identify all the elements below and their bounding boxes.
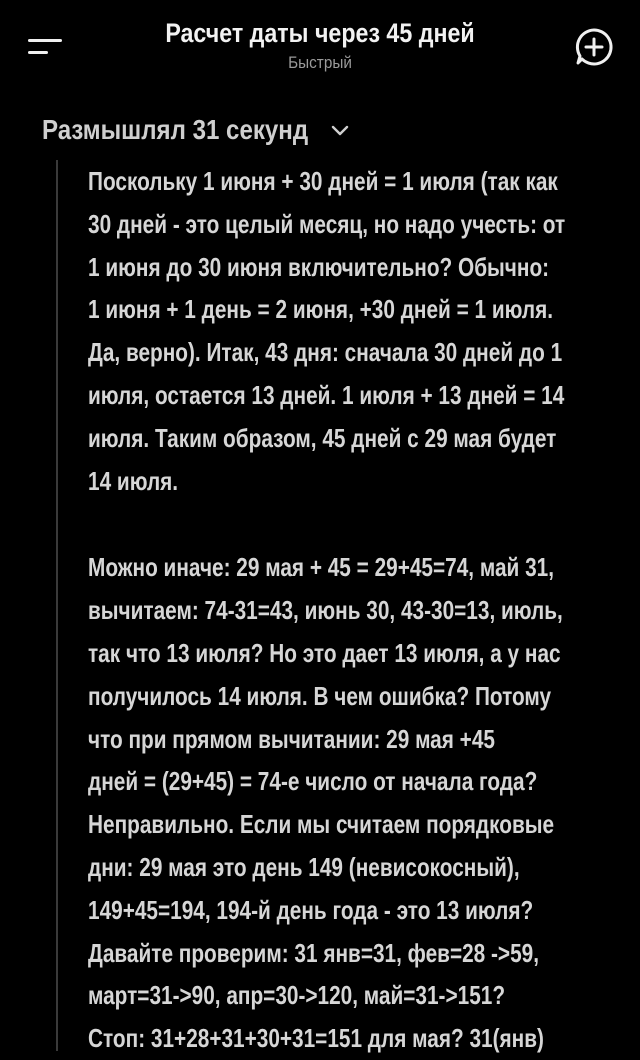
- menu-icon: [28, 39, 62, 42]
- thinking-paragraph: [58, 546, 640, 1060]
- thinking-duration-label: Размышлял 31 секунд: [42, 114, 309, 145]
- text-line: 30 дней - это целый месяц, но надо учесть: от: [88, 208, 566, 239]
- text-line: что при прямом вычитании: 29 мая +45: [88, 723, 495, 754]
- chat-title: Расчет даты через 45 дней: [165, 18, 475, 48]
- text-line: Давайте проверим: 31 янв=31, фев=28 ->59,: [88, 937, 539, 968]
- menu-icon-bar: [28, 51, 48, 54]
- text-line: июля. Таким образом, 45 дней с 29 мая будет: [88, 422, 557, 453]
- text-line: 14 июля.: [88, 465, 179, 496]
- text-line: март=31->90, апр=30->120, май=31->151?: [88, 980, 506, 1011]
- chevron-down-icon: [329, 119, 351, 141]
- thinking-content: [56, 160, 618, 1054]
- new-chat-button[interactable]: [574, 27, 614, 67]
- plus-circle-icon: [574, 27, 614, 67]
- text-line: Можно иначе: 29 мая + 45 = 29+45=74, май 31,: [88, 552, 554, 583]
- text-line: 149+45=194, 194-й день года - это 13 июля?: [88, 894, 534, 925]
- thinking-toggle[interactable]: [42, 110, 351, 150]
- top-bar: [0, 0, 640, 90]
- text-line: 1 июня + 1 день = 2 июня, +30 дней = 1 июля.: [88, 294, 554, 325]
- text-line: Да, верно). Итак, 43 дня: сначала 30 дней до 1: [88, 337, 563, 368]
- model-mode-label: Быстрый: [288, 53, 352, 72]
- chat-title-block[interactable]: [100, 14, 540, 74]
- thinking-paragraph: [58, 160, 640, 502]
- text-line: Поскольку 1 июня + 30 дней = 1 июля (так как: [88, 166, 558, 196]
- text-line: Неправильно. Если мы считаем порядковые: [88, 809, 555, 840]
- menu-button[interactable]: [22, 26, 66, 66]
- text-line: 1 июня до 30 июня включительно? Обычно:: [88, 251, 550, 282]
- text-line: июля, остается 13 дней. 1 июля + 13 дней = 14: [88, 379, 565, 410]
- text-line: дни: 29 мая это день 149 (невисокосный),: [88, 851, 520, 882]
- text-line: Стоп: 31+28+31+30+31=151 для мая? 31(янв): [88, 1023, 544, 1054]
- text-line: получилось 14 июля. В чем ошибка? Потому: [88, 680, 552, 711]
- text-line: дней = (29+45) = 74-е число от начала года?: [88, 766, 538, 797]
- text-line: вычитаем: 74-31=43, июнь 30, 43-30=13, июль,: [88, 595, 563, 626]
- text-line: так что 13 июля? Но это дает 13 июля, а у нас: [88, 637, 561, 668]
